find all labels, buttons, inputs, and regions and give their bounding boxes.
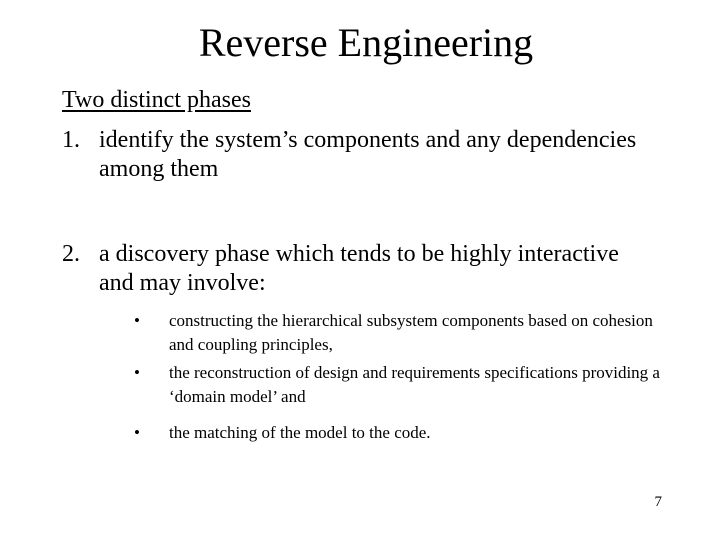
sub-bullet-text: the matching of the model to the code. bbox=[169, 423, 431, 442]
sub-bullet-text: constructing the hierarchical subsystem components based on cohesion and coupling principles, bbox=[169, 311, 653, 354]
intro-heading: Two distinct phases bbox=[62, 87, 251, 113]
point-number: 2. bbox=[62, 241, 80, 267]
bullet-icon: • bbox=[134, 363, 140, 382]
page-number: 7 bbox=[654, 494, 662, 510]
bullet-icon: • bbox=[134, 423, 140, 442]
point-text: a discovery phase which tends to be highly interactive and may involve: bbox=[99, 241, 619, 296]
point-text: identify the system’s components and any dependencies among them bbox=[99, 127, 637, 182]
slide-title: Reverse Engineering bbox=[198, 20, 534, 65]
bullet-icon: • bbox=[134, 311, 140, 330]
point-number: 1. bbox=[62, 127, 80, 153]
sub-bullet-text: the reconstruction of design and requirements specifications providing a ‘domain model’ and bbox=[169, 363, 660, 406]
